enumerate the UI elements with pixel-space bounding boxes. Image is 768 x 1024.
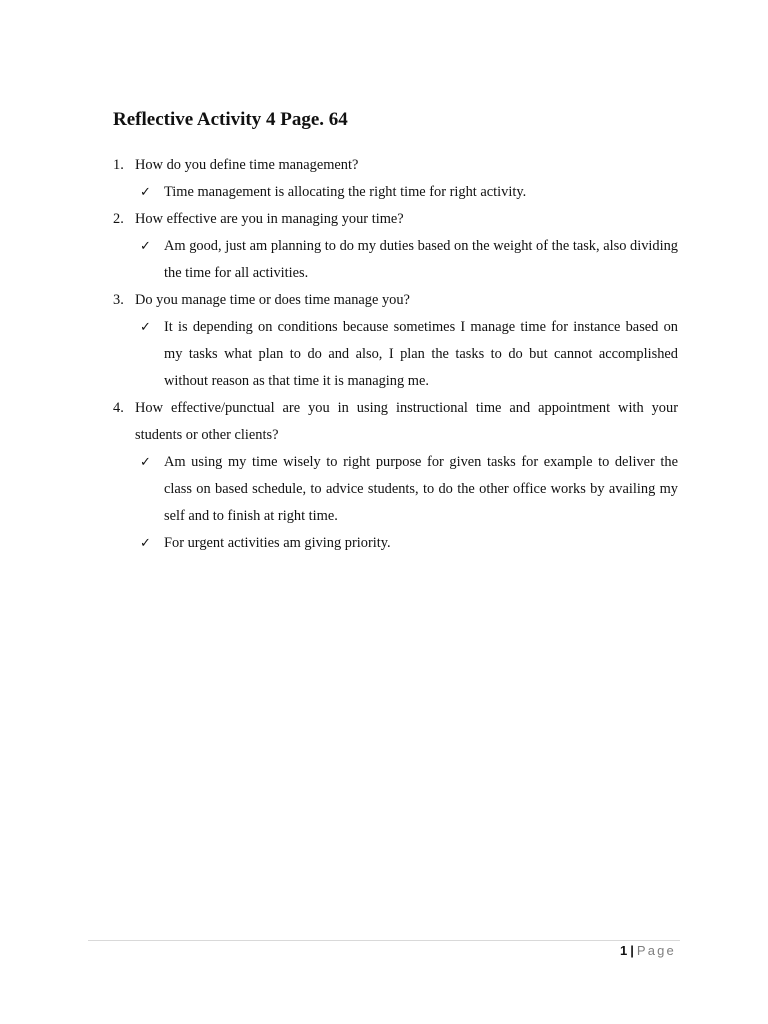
answer-item <box>113 530 678 557</box>
answer-item <box>113 314 678 395</box>
question-number: 2. <box>113 211 124 227</box>
page-number: 1 <box>619 943 628 958</box>
answer-text: For urgent activities am giving priority. <box>164 535 391 551</box>
answer-text: Am using my time wisely to right purpose for given tasks for example to deliver the class on based schedule, to advice students, to do the other office works by availing my self and to finish at right time. <box>164 454 678 524</box>
question-number: 3. <box>113 292 124 308</box>
answer-item <box>113 179 678 206</box>
answer-item <box>113 449 678 530</box>
checkmark-icon: ✓ <box>140 185 151 200</box>
question-text: How effective are you in managing your time? <box>135 211 404 227</box>
footer-divider <box>88 940 680 941</box>
page-title: Reflective Activity 4 Page. 64 <box>113 109 348 130</box>
checkmark-icon: ✓ <box>140 455 151 470</box>
checkmark-icon: ✓ <box>140 320 151 335</box>
answer-text: Time management is allocating the right time for right activity. <box>164 184 527 200</box>
question-number: 4. <box>113 400 124 416</box>
question-text: How effective/punctual are you in using instructional time and appointment with your students or other clients? <box>135 400 678 443</box>
footer-separator: | <box>630 943 634 958</box>
checkmark-icon: ✓ <box>140 239 151 254</box>
answer-text: Am good, just am planning to do my duties based on the weight of the task, also dividing the time for all activities. <box>164 238 678 281</box>
question-text: Do you manage time or does time manage you? <box>135 292 410 308</box>
answer-text: It is depending on conditions because sometimes I manage time for instance based on my tasks what plan to do and also, I plan the tasks to do but cannot accomplished without reason as that time it is managing me. <box>164 319 678 389</box>
checkmark-icon: ✓ <box>140 536 151 551</box>
question-text: How do you define time management? <box>135 157 359 173</box>
question-item <box>113 206 678 233</box>
page-footer <box>620 942 676 960</box>
answer-item <box>113 233 678 287</box>
page-label: Page <box>636 943 676 958</box>
question-item <box>113 395 678 449</box>
question-item <box>113 152 678 179</box>
question-number: 1. <box>113 157 124 173</box>
question-item <box>113 287 678 314</box>
question-list <box>113 152 678 557</box>
